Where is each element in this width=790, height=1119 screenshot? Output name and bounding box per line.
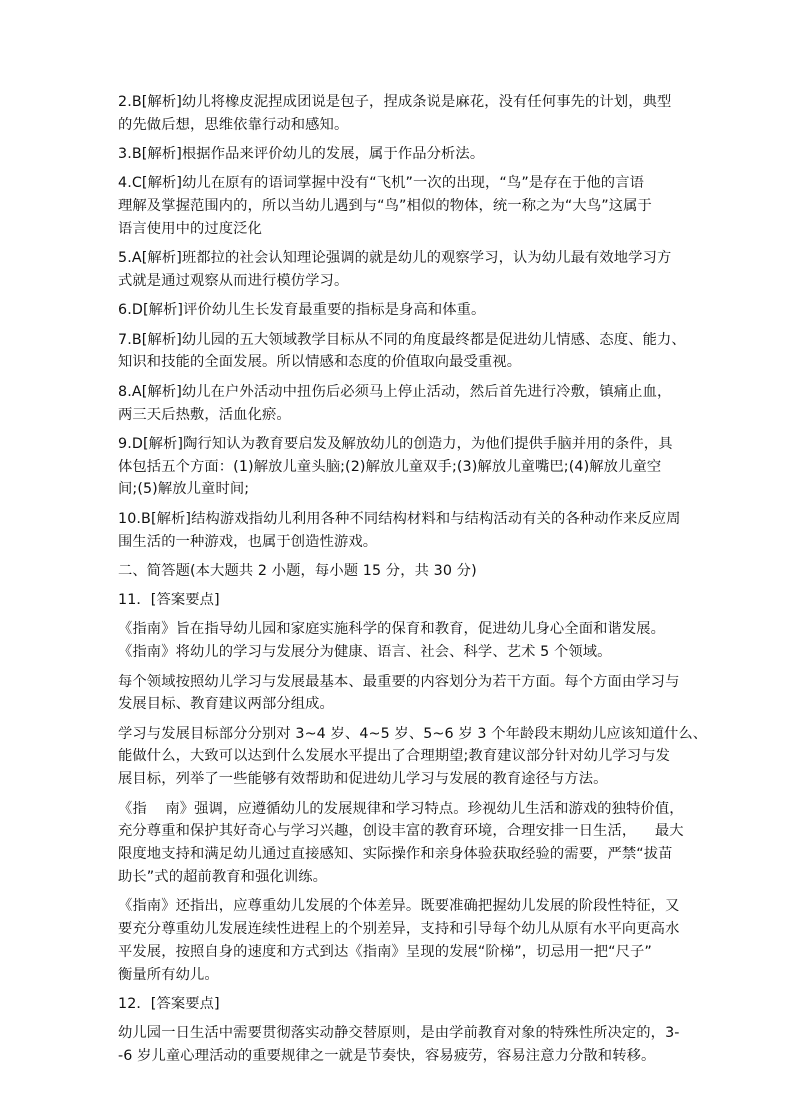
text-line: 6.D[解析]评价幼儿生长发育最重要的指标是身高和体重。 bbox=[118, 302, 486, 319]
paragraph bbox=[118, 247, 698, 293]
paragraph bbox=[118, 508, 698, 554]
text-line: 《指南》还指出，应尊重幼儿发展的个体差异。既要准确把握幼儿发展的阶段性特征，又 bbox=[118, 898, 680, 915]
paragraph bbox=[118, 1022, 698, 1068]
text-line: 5.A[解析]班都拉的社会认知理论强调的就是幼儿的观察学习，认为幼儿最有效地学习方 bbox=[118, 250, 672, 267]
text-line: 充分尊重和保护其好奇心与学习兴趣，创设丰富的教育环境，合理安排一日生活， 最大 bbox=[118, 823, 684, 840]
text-line: 8.A[解析]幼儿在户外活动中扭伤后必须马上停止活动，然后首先进行冷敷，镇痛止血， bbox=[118, 383, 672, 400]
paragraph bbox=[118, 560, 698, 583]
paragraph bbox=[118, 993, 698, 1016]
text-line: 语言使用中的过度泛化 bbox=[118, 220, 262, 237]
text-line: 11．[答案要点] bbox=[118, 592, 220, 609]
text-line: 知识和技能的全面发展。所以情感和态度的价值取向最受重视。 bbox=[118, 354, 522, 371]
text-line: 衡量所有幼儿。 bbox=[118, 966, 219, 983]
text-line: 《指南》将幼儿的学习与发展分为健康、语言、社会、科学、艺术 5 个领域。 bbox=[118, 644, 612, 661]
text-line: 展目标，列举了一些能够有效帮助和促进幼儿学习与发展的教育途径与方法。 bbox=[118, 771, 608, 788]
paragraph bbox=[118, 299, 698, 322]
paragraph bbox=[118, 381, 698, 427]
text-line: 3.B[解析]根据作品来评价幼儿的发展，属于作品分析法。 bbox=[118, 146, 485, 163]
paragraph bbox=[118, 143, 698, 166]
text-line: 《指南》旨在指导幼儿园和家庭实施科学的保育和教育，促进幼儿身心全面和谐发展。 bbox=[118, 621, 666, 638]
paragraph bbox=[118, 723, 708, 791]
text-line: 助长”式的超前教育和强化训练。 bbox=[118, 868, 328, 885]
text-line: 两三天后热敷，活血化瘀。 bbox=[118, 406, 291, 423]
text-line: 发展目标、教育建议两部分组成。 bbox=[118, 696, 334, 713]
text-line: 间;(5)解放儿童时间; bbox=[118, 481, 250, 498]
text-line: 二、简答题(本大题共 2 小题，每小题 15 分，共 30 分) bbox=[118, 562, 477, 579]
text-line: 式就是通过观察从而进行模仿学习。 bbox=[118, 273, 349, 290]
text-line: 7.B[解析]幼儿园的五大领域教学目标从不同的角度最终都是促进幼儿情感、态度、能力、 bbox=[118, 331, 686, 348]
paragraph bbox=[118, 91, 698, 137]
text-line: 学习与发展目标部分分别对 3~4 岁、4~5 岁、5~6 岁 3 个年龄段末期幼儿应该知道什么、 bbox=[118, 725, 708, 742]
document-body bbox=[118, 91, 708, 1074]
paragraph bbox=[118, 798, 698, 889]
text-line: 平发展，按照自身的速度和方式到达《指南》呈现的发展“阶梯”，切忌用一把“尺子” bbox=[118, 943, 652, 960]
text-line: 能做什么，大致可以达到什么发展水平提出了合理期望;教育建议部分针对幼儿学习与发 bbox=[118, 748, 670, 765]
text-line: 2.B[解析]幼儿将橡皮泥捏成团说是包子，捏成条说是麻花，没有任何事先的计划，典型 bbox=[118, 94, 672, 110]
text-line: 《指 南》强调，应遵循幼儿的发展规律和学习特点。珍视幼儿生活和游戏的独特价值， bbox=[118, 800, 684, 817]
text-line: 每个领域按照幼儿学习与发展最基本、最重要的内容划分为若干方面。每个方面由学习与 bbox=[118, 673, 680, 690]
text-line: -6 岁儿童心理活动的重要规律之一就是节奏快，容易疲劳，容易注意力分散和转移。 bbox=[118, 1047, 656, 1064]
text-line: 限度地支持和满足幼儿通过直接感知、实际操作和亲身体验获取经验的需要，严禁“拔苗 bbox=[118, 846, 673, 863]
text-line: 体包括五个方面：(1)解放儿童头脑;(2)解放儿童双手;(3)解放儿童嘴巴;(4)解放儿童空 bbox=[118, 458, 662, 475]
paragraph bbox=[118, 433, 698, 501]
text-line: 的先做后想，思维依靠行动和感知。 bbox=[118, 116, 349, 133]
text-line: 10.B[解析]结构游戏指幼儿利用各种不同结构材料和与结构活动有关的各种动作来反应周 bbox=[118, 510, 681, 527]
paragraph bbox=[118, 895, 698, 986]
paragraph bbox=[118, 589, 698, 612]
text-line: 围生活的一种游戏，也属于创造性游戏。 bbox=[118, 533, 378, 550]
paragraph bbox=[118, 671, 698, 717]
text-line: 要充分尊重幼儿发展连续性进程上的个别差异，支持和引导每个幼儿从原有水平向更高水 bbox=[118, 921, 680, 937]
paragraph bbox=[118, 172, 698, 240]
text-line: 理解及掌握范围内的，所以当幼儿遇到与“鸟”相似的物体，统一称之为“大鸟”这属于 bbox=[118, 198, 652, 215]
paragraph bbox=[118, 329, 698, 375]
text-line: 幼儿园一日生活中需要贯彻落实动静交替原则，是由学前教育对象的特殊性所决定的，3- bbox=[118, 1025, 680, 1042]
text-line: 9.D[解析]陶行知认为教育要启发及解放幼儿的创造力，为他们提供手脑并用的条件，具 bbox=[118, 435, 673, 452]
text-line: 4.C[解析]幼儿在原有的语词掌握中没有“飞机”一次的出现，“鸟”是存在于他的言语 bbox=[118, 175, 645, 192]
paragraph bbox=[118, 618, 698, 664]
text-line: 12．[答案要点] bbox=[118, 995, 220, 1012]
